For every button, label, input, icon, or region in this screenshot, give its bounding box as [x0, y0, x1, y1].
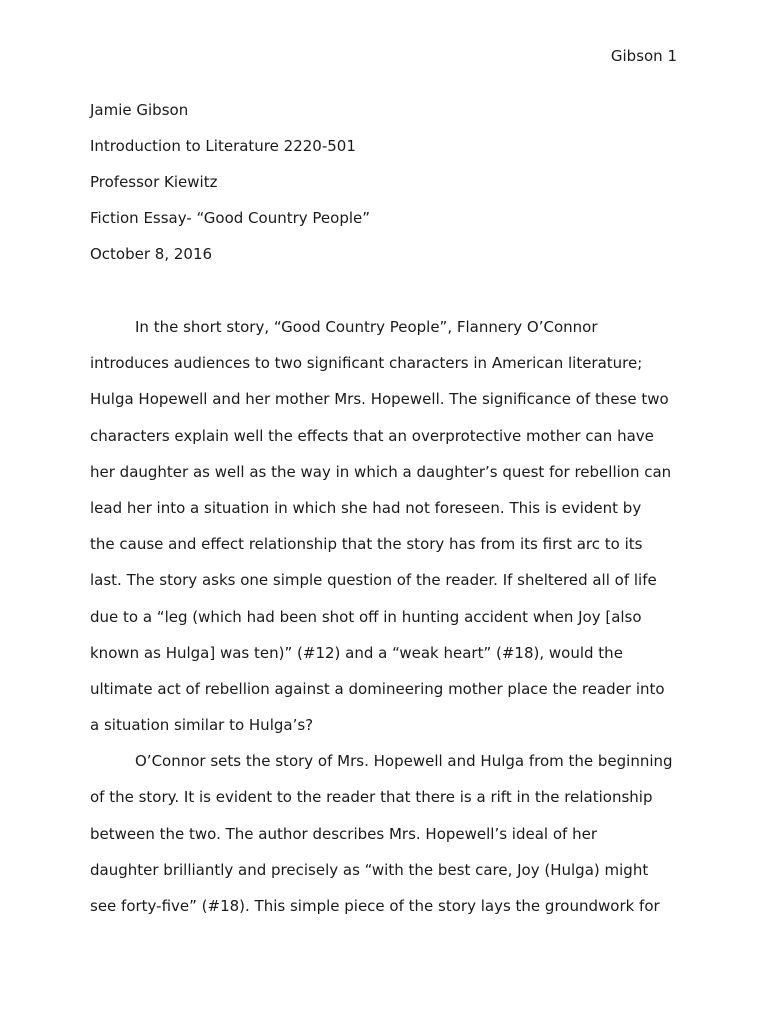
- paragraph-1-line: last. The story asks one simple question of the reader. If sheltered all of life: [90, 571, 657, 590]
- paragraph-1-line: In the short story, “Good Country People”, Flannery O’Connor: [135, 318, 598, 336]
- paragraph-2-line: between the two. The author describes Mrs. Hopewell’s ideal of her: [90, 824, 597, 843]
- paragraph-2-line: of the story. It is evident to the reader that there is a rift in the relationship: [90, 788, 653, 807]
- author-name: Jamie Gibson: [90, 101, 189, 119]
- paragraph-1-line: Hulga Hopewell and her mother Mrs. Hopewell. The significance of these two: [90, 390, 669, 409]
- professor-name: Professor Kiewitz: [90, 173, 218, 191]
- essay-heading: [90, 92, 680, 272]
- assignment-title: Fiction Essay- “Good Country People”: [90, 209, 371, 227]
- paragraph-1-line: ultimate act of rebellion against a domineering mother place the reader into: [90, 679, 665, 698]
- essay-date: October 8, 2016: [90, 245, 213, 263]
- paragraph-1-line: the cause and effect relationship that the story has from its first arc to its: [90, 535, 643, 554]
- course-name: Introduction to Literature 2220-501: [90, 137, 356, 155]
- paragraph-2-line: O’Connor sets the story of Mrs. Hopewell and Hulga from the beginning: [135, 752, 673, 771]
- running-header: Gibson 1: [610, 47, 677, 65]
- paragraph-1-line: due to a “leg (which had been shot off in hunting accident when Joy [also: [90, 607, 642, 626]
- paragraph-1-line: her daughter as well as the way in which a daughter’s quest for rebellion can: [90, 462, 672, 481]
- paragraph-2-line: daughter brilliantly and precisely as “with the best care, Joy (Hulga) might: [90, 860, 649, 879]
- paragraph-1-line: a situation similar to Hulga’s?: [90, 716, 314, 735]
- paragraph-1-line: introduces audiences to two significant characters in American literature;: [90, 354, 643, 373]
- essay-body: [90, 309, 680, 924]
- paragraph-2-line: see forty-five” (#18). This simple piece of the story lays the groundwork for: [90, 897, 660, 915]
- paragraph-1-line: lead her into a situation in which she had not foreseen. This is evident by: [90, 498, 642, 517]
- paragraph-1-line: known as Hulga] was ten)” (#12) and a “weak heart” (#18), would the: [90, 643, 623, 662]
- paragraph-1-line: characters explain well the effects that an overprotective mother can have: [90, 426, 654, 445]
